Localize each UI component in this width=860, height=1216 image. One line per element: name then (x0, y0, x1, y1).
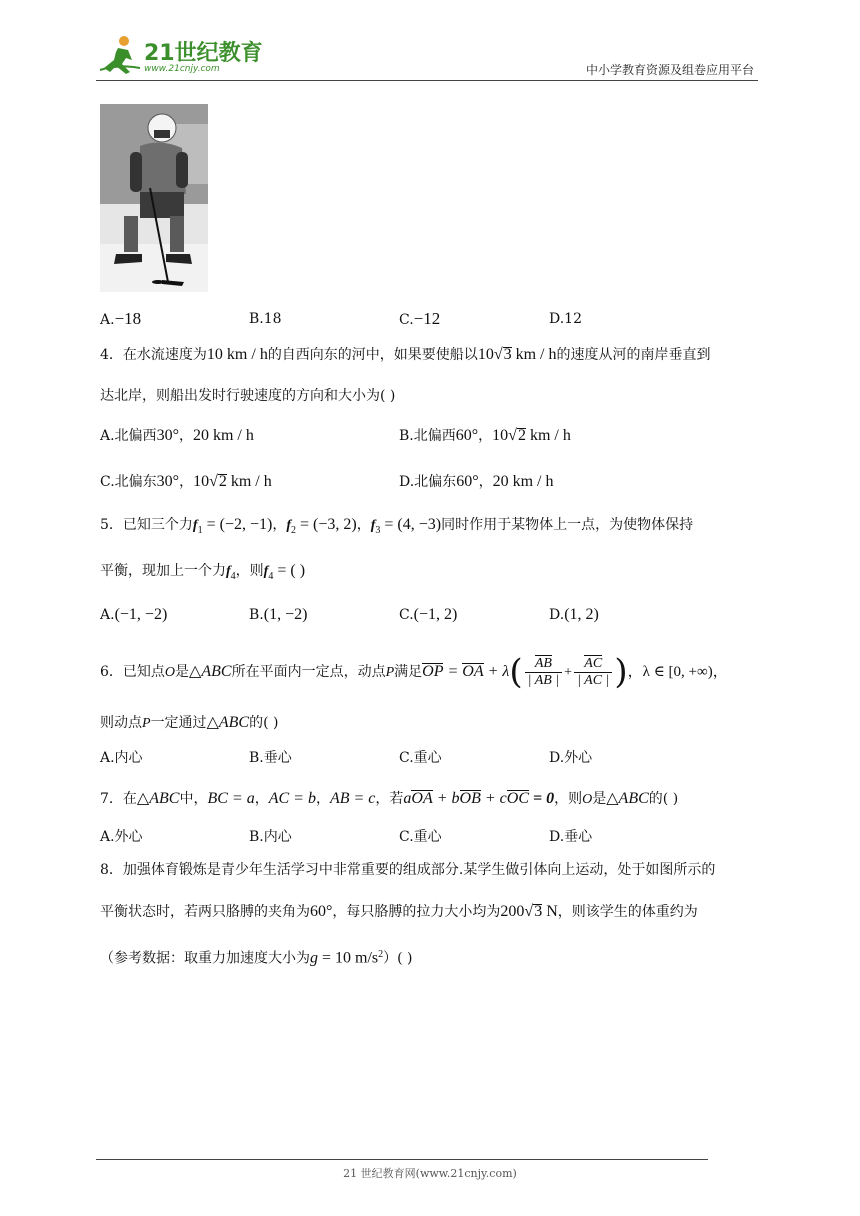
q5-option-b: B.(1, −2) (249, 606, 308, 623)
q8-line3: （参考数据：取重力加速度大小为g = 10 $m/s^2$）( ) (100, 949, 413, 967)
q3-option-c: C.−12 (399, 309, 441, 328)
q7-line1: 7．在△ABC中，BC = a，AC = b，AB = c，若aOA + bOB + cOC = 0，则O是△ABC的( ) (100, 790, 679, 807)
q3-option-b: B.18 (249, 311, 282, 327)
q4-option-d: D.北偏东60°，20 km / h (399, 473, 554, 490)
platform-title: 中小学教育资源及组卷应用平台 (585, 63, 754, 77)
q4-option-b: B.北偏西60°，10√2 km / h (399, 427, 571, 444)
q8-line2: 平衡状态时，若两只胳膊的夹角为60°，每只胳膊的拉力大小均为200√3 N，则该学生的体重约为 (100, 903, 698, 920)
site-logo (96, 34, 264, 78)
q8-line1: 8．加强体育锻炼是青少年生活学习中非常重要的组成部分.某学生做引体向上运动，处于如图所示的 (100, 862, 716, 878)
q6-option-d: D.外心 (549, 750, 593, 766)
q5-line2: 平衡，现加上一个力$f_4$，则$f_4$ = ( ) (100, 562, 306, 582)
header-divider (96, 80, 758, 81)
q3-option-d: D.12 (549, 311, 582, 327)
q6-line1: 6．已知点O是△ABC所在平面内一定点，动点P满足OP = OA + λ( $\frac{AB}{| AB |}$ + $\frac{AC}{| AC |}$ )，λ ∈ [0, +∞)， (100, 652, 728, 692)
logo-text: 21世纪教育 (144, 41, 263, 66)
q5-option-d: D.(1, 2) (549, 606, 599, 623)
q5-option-a: A.(−1, −2) (100, 606, 168, 623)
q4-line1: 4．在水流速度为10 km / h的自西向东的河中，如果要使船以10√3 km / h的速度从河的南岸垂直到 (100, 346, 711, 363)
hockey-player-image (100, 104, 208, 292)
q5-option-c: C.(−1, 2) (399, 606, 458, 623)
q7-option-d: D.垂心 (549, 829, 593, 845)
q6-line2: 则动点P一定通过△ABC的( ) (100, 714, 279, 731)
footer-divider (96, 1159, 708, 1160)
q4-line2: 达北岸，则船出发时行驶速度的方向和大小为( ) (100, 388, 396, 404)
q7-option-a: A.外心 (100, 829, 143, 845)
q6-option-c: C.重心 (399, 750, 442, 766)
q6-option-b: B.垂心 (249, 750, 292, 766)
logo-url: www.21cnjy.com (144, 64, 220, 74)
footer-text: 21 世纪教育网(www.21cnjy.com) (343, 1167, 517, 1180)
q7-option-b: B.内心 (249, 829, 292, 845)
runner-logo-icon (96, 34, 142, 78)
q4-option-c: C.北偏东30°，10√2 km / h (100, 473, 272, 490)
hockey-player-photo (100, 104, 208, 292)
q4-option-a: A.北偏西30°，20 km / h (100, 427, 254, 444)
q3-option-a: A.−18 (100, 309, 142, 328)
q5-line1: 5．已知三个力$f_1 = (-2$, −1)，$f_2 = (-3$, 2)，$f_3 = (4$, −3)同时作用于某物体上一点，为使物体保持 (100, 516, 694, 536)
q6-option-a: A.内心 (100, 750, 143, 766)
q7-option-c: C.重心 (399, 829, 442, 845)
